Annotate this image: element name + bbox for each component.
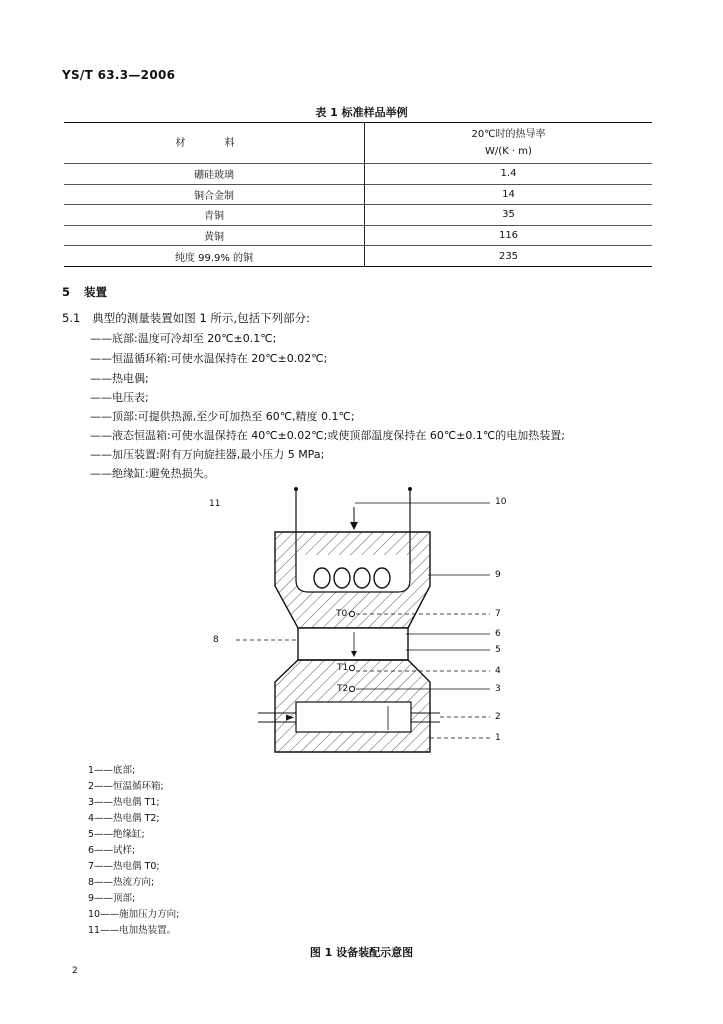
legend-item: 5——绝缘缸; [88, 829, 145, 840]
legend-item: 2——恒温循环箱; [88, 781, 164, 792]
subsection-number: 5.1 [62, 311, 81, 325]
specimen [298, 628, 408, 660]
list-item: ——恒温循环箱:可使水温保持在 20℃±0.02℃; [90, 352, 328, 365]
section-number: 5 [62, 285, 71, 299]
pressure-arrow [350, 507, 358, 530]
page-number: 2 [72, 966, 78, 976]
legend-item: 6——试样; [88, 845, 136, 856]
label-7: 7 [495, 609, 501, 619]
section-title: 装置 [84, 285, 108, 299]
thermocouple-t1-point [349, 665, 354, 670]
legend-item: 4——热电偶 T2; [88, 813, 160, 824]
figure-caption: 图 1 设备装配示意图 [309, 946, 414, 959]
thermocouple-t2-point [349, 686, 354, 691]
material-cell: 青铜 [64, 205, 365, 226]
list-item: ——热电偶; [90, 372, 149, 385]
value-cell: 35 [365, 205, 653, 226]
legend-item: 3——热电偶 T1; [88, 797, 160, 808]
list-item: ——液态恒温箱:可使水温保持在 40℃±0.02℃;或使顶部温度保持在 60℃±0.1℃的电加热装置; [90, 429, 565, 442]
table-title: 表 1 标准样品举例 [315, 106, 408, 119]
label-2: 2 [495, 712, 501, 722]
legend-item: 10——施加压力方向; [88, 909, 180, 920]
legend-item: 8——热流方向; [88, 877, 155, 888]
header-conductivity-line1: 20℃时的热导率 [471, 129, 546, 140]
subsection-text: 典型的测量装置如图 1 所示,包括下列部分: [92, 311, 310, 325]
list-item: ——底部:温度可冷却至 20℃±0.1℃; [90, 332, 277, 345]
value-cell: 235 [365, 246, 653, 267]
legend-item: 7——热电偶 T0; [88, 861, 160, 872]
standard-code: YS/T 63.3—2006 [62, 68, 176, 82]
label-11: 11 [209, 499, 221, 509]
legend-item: 9——顶部; [88, 893, 136, 904]
header-conductivity-line2: W/(K · m) [485, 146, 532, 157]
label-1: 1 [495, 733, 501, 743]
label-t1: T1 [337, 663, 349, 673]
legend-item: 11——电加热装置。 [88, 925, 177, 936]
label-t0: T0 [336, 609, 348, 619]
material-cell: 硼硅玻璃 [64, 164, 365, 185]
thermocouple-t0-point [349, 611, 354, 616]
material-cell: 纯度 99.9% 的铜 [64, 246, 365, 267]
value-cell: 14 [365, 184, 653, 205]
material-cell: 铜合金制 [64, 184, 365, 205]
label-6: 6 [495, 629, 501, 639]
label-8: 8 [213, 635, 219, 645]
list-item: ——绝缘缸:避免热损失。 [90, 467, 215, 480]
heater-trough [296, 555, 410, 592]
legend-item: 1——底部; [88, 765, 136, 776]
value-cell: 1.4 [365, 164, 653, 185]
label-3: 3 [495, 684, 501, 694]
material-cell: 黄铜 [64, 225, 365, 246]
value-cell: 116 [365, 225, 653, 246]
list-item: ——顶部:可提供热源,至少可加热至 60℃,精度 0.1℃; [90, 410, 355, 423]
list-item: ——加压装置:附有万向旋挂器,最小压力 5 MPa; [90, 448, 325, 461]
label-4: 4 [495, 666, 501, 676]
label-9: 9 [495, 570, 501, 580]
label-10: 10 [495, 497, 507, 507]
circulating-chamber [296, 702, 411, 732]
label-t2: T2 [337, 684, 349, 694]
list-item: ——电压表; [90, 391, 149, 404]
label-5: 5 [495, 645, 501, 655]
header-material: 材 料 [175, 137, 253, 149]
